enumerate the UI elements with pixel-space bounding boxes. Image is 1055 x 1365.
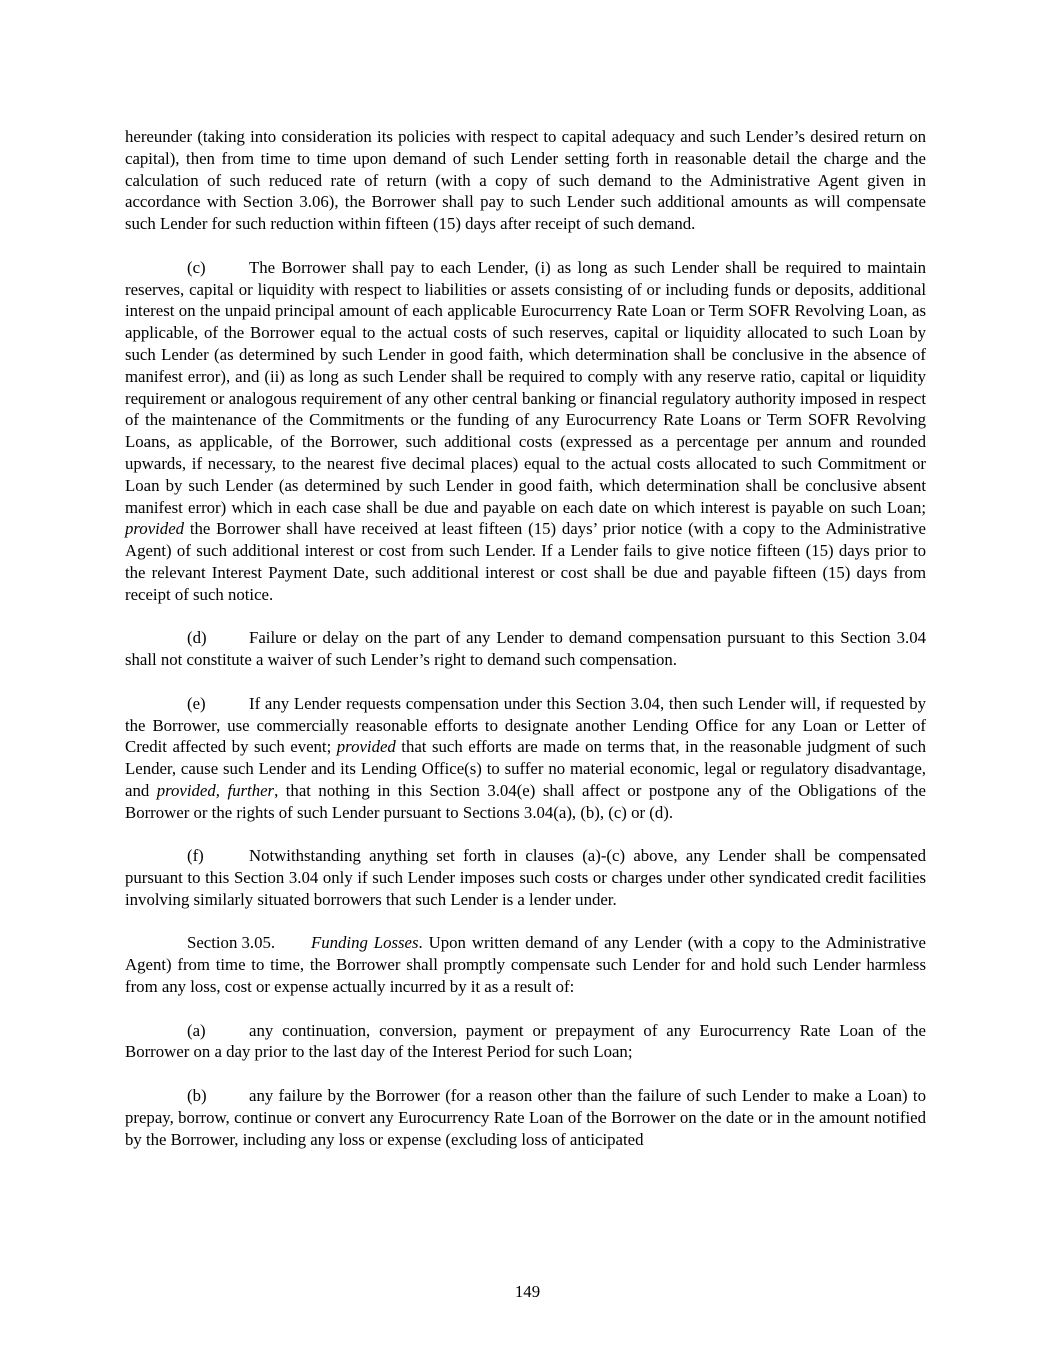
paragraph-text: any failure by the Borrower (for a reason other than the failure of such Lender to make a Loan) to prepay, borrow, continue or convert any Eurocurrency Rate Loan of the Borrower on the date or in the amount notified by the Borrower, including any loss or expense (excluding loss of anticipated [125,1086,926,1149]
clause-label: (d) [187,628,207,648]
paragraph-f [125,845,926,910]
paragraph-text: Failure or delay on the part of any Lender to demand compensation pursuant to this Section 3.04 shall not constitute a waiver of such Lender’s right to demand such compensation. [125,628,926,670]
paragraph-continuation [125,126,926,235]
section-number: Section 3.05. [187,933,276,953]
page-number: 149 [514,1282,541,1301]
italic-term: provided, further [156,780,275,800]
italic-term: provided [336,737,396,757]
italic-term: provided [125,519,185,539]
clause-label: (f) [187,846,204,866]
paragraph-text: any continuation, conversion, payment or prepayment of any Eurocurrency Rate Loan of the Borrower on a day prior to the last day of the Interest Period for such Loan; [125,1020,926,1062]
document-body [125,126,926,1150]
paragraph-d [125,627,926,671]
paragraph-3-05-b [125,1085,926,1150]
clause-label: (c) [187,257,206,277]
paragraph-text: , that nothing in this Section 3.04(e) shall affect or postpone any of the Obligations of the Borrower or the rights of such Lender pursuant to Sections 3.04(a), (b), (c) or (d). [125,780,926,822]
paragraph-text: the Borrower shall have received at least fifteen (15) days’ prior notice (with a copy to the Administrative Agent) of such additional interest or cost from such Lender. If a Lender fails to give notice fifteen (15) days prior to the relevant Interest Payment Date, such additional interest or cost shall be due and payable fifteen (15) days from receipt of such notice. [125,519,926,604]
clause-label: (e) [187,693,206,713]
paragraph-3-05-a [125,1020,926,1064]
section-title: Funding Losses [311,933,419,953]
clause-label: (a) [187,1020,206,1040]
paragraph-c [125,257,926,606]
paragraph-text: . Upon written demand of any Lender (with a copy to the Administrative Agent) from time to time, the Borrower shall promptly compensate such Lender for and hold such Lender harmless from any loss, cost or expense actually incurred by it as a result of: [125,933,926,997]
paragraph-text: hereunder (taking into consideration its policies with respect to capital adequacy and such Lender’s desired return on capital), then from time to time upon demand of such Lender setting forth in reasonable detail the charge and the calculation of such reduced rate of return (with a copy of such demand to the Administrative Agent given in accordance with Section 3.06), the Borrower shall pay to such Lender such additional amounts as will compensate such Lender for such reduction within fifteen (15) days after receipt of such demand. [125,127,926,234]
clause-label: (b) [187,1086,207,1106]
section-3-05 [125,932,926,997]
paragraph-text: If any Lender requests compensation under this Section 3.04, then such Lender will, if requested by the Borrower, use commercially reasonable efforts to designate another Lending Office for any Loan or Letter of Credit affected by such event; [125,693,926,757]
paragraph-text: The Borrower shall pay to each Lender, (i) as long as such Lender shall be required to maintain reserves, capital or liquidity with respect to liabilities or assets consisting of or including funds or deposits, additional interest on the unpaid principal amount of each applicable Eurocurrency Rate Loan or Term SOFR Revolving Loan, as applicable, of the Borrower equal to the actual costs of such reserves, capital or liquidity allocated to such Loan by such Lender (as determined by such Lender in good faith, which determination shall be conclusive in the absence of manifest error), and (ii) as long as such Lender shall be required to comply with any reserve ratio, capital or liquidity requirement or analogous requirement of any other central banking or financial regulatory authority imposed in respect of the maintenance of the Commitments or the funding of any Eurocurrency Rate Loans or Term SOFR Revolving Loans, as applicable, of the Borrower, such additional costs (expressed as a percentage per annum and rounded upwards, if necessary, to the nearest five decimal places) equal to the actual costs allocated to such Commitment or Loan by such Lender (as determined by such Lender in good faith, which determination shall be conclusive absent manifest error) which in each case shall be due and payable on each date on which interest is payable on such Loan; [125,257,926,517]
paragraph-e [125,693,926,824]
paragraph-text: that such efforts are made on terms that, in the reasonable judgment of such Lender, cause such Lender and its Lending Office(s) to suffer no material economic, legal or regulatory disadvantage, and [125,737,927,800]
paragraph-text: Notwithstanding anything set forth in clauses (a)-(c) above, any Lender shall be compensated pursuant to this Section 3.04 only if such Lender imposes such costs or charges under other syndicated credit facilities involving similarly situated borrowers that such Lender is a lender under. [125,846,926,909]
